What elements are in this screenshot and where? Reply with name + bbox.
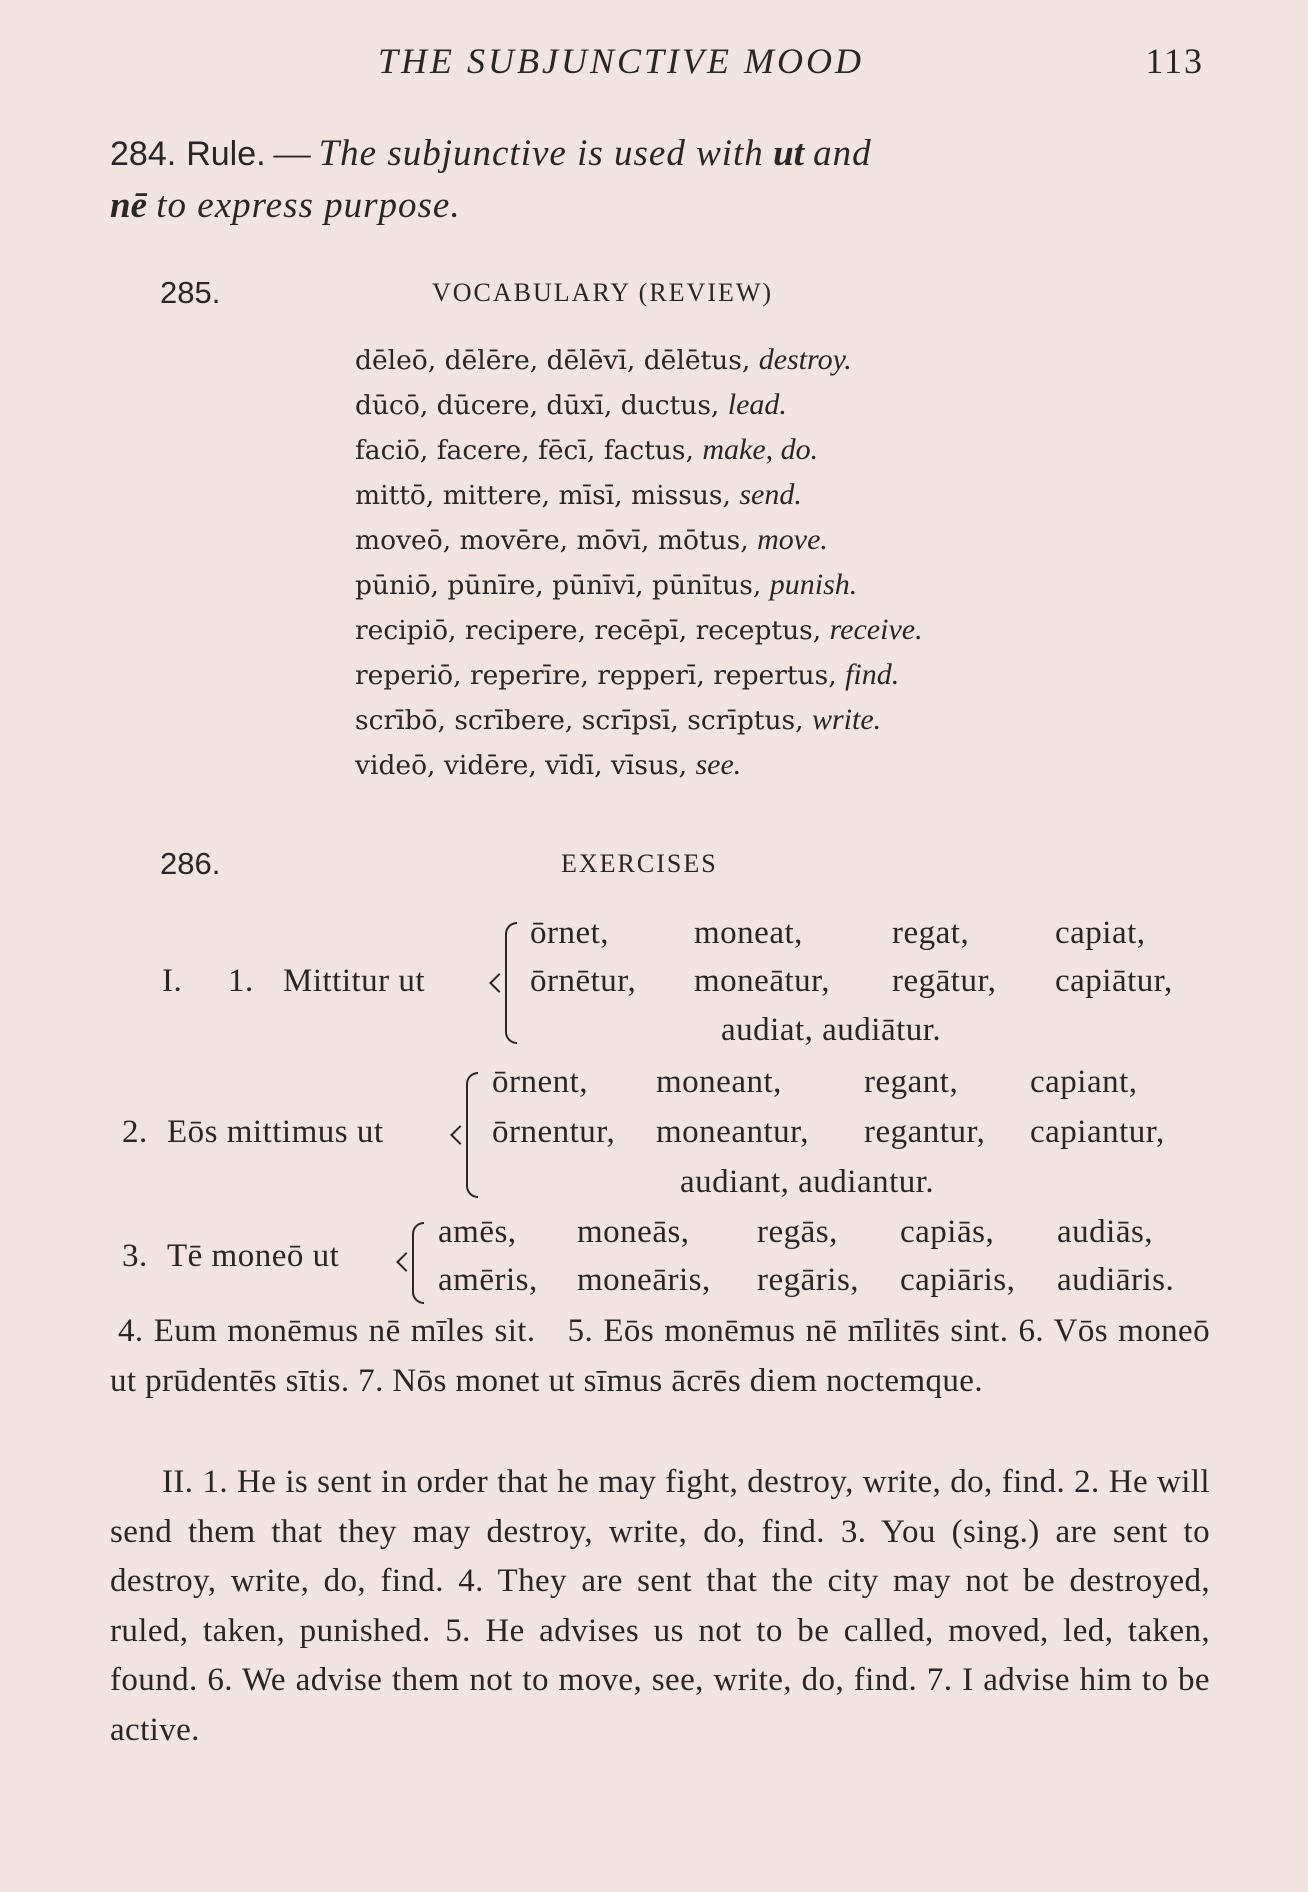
rule-label: Rule. — [186, 135, 266, 173]
form: moneās, — [577, 1214, 690, 1250]
form: ōrnentur, — [492, 1114, 616, 1150]
exercise-lead: Mittitur ut — [283, 963, 426, 999]
sentence: 6. We advise them not to move, see, write, do, find. — [207, 1662, 918, 1698]
form: moneat, — [694, 915, 803, 951]
exercise-lead: Eōs mittimus ut — [167, 1114, 384, 1150]
sentence: 4. They are sent that the city may not be destroyed, ruled, taken, punished. — [110, 1563, 1211, 1649]
running-head-title: THE SUBJUNCTIVE MOOD — [378, 41, 864, 81]
form: amēris, — [438, 1262, 538, 1298]
rule-text-b: and — [813, 133, 872, 174]
form: ōrnet, — [530, 915, 610, 951]
vocab-item: videō, vidēre, vīdī, vīsus, see. — [355, 748, 742, 781]
form: moneantur, — [656, 1114, 810, 1150]
sentence: 6. Vōs moneō ut prūdentēs sītis. — [110, 1313, 1210, 1399]
section-number-285: 285. — [160, 275, 221, 310]
vocab-item: reperiō, reperīre, repperī, repertus, find. — [355, 658, 900, 691]
form: regat, — [892, 915, 970, 951]
form: moneāris, — [577, 1262, 711, 1298]
form: capiātur, — [1055, 963, 1173, 999]
vocab-item: moveō, movēre, mōvī, mōtus, move. — [355, 523, 828, 556]
form: amēs, — [438, 1214, 517, 1250]
form: ōrnent, — [492, 1064, 589, 1100]
rule-ne: nē — [110, 185, 147, 226]
form: capiās, — [900, 1214, 995, 1250]
running-head — [0, 40, 1308, 90]
vocab-item: pūniō, pūnīre, pūnīvī, pūnītus, punish. — [355, 568, 858, 601]
form-row: audiat, audiātur. — [721, 1012, 942, 1048]
rule-text-a: The subjunctive is used with — [318, 133, 764, 174]
form: regant, — [864, 1064, 959, 1100]
vocab-item: faciō, facere, fēcī, factus, make, do. — [355, 433, 819, 466]
rule-ut: ut — [773, 133, 804, 174]
sentence: 4. Eum monēmus nē mīles sit. — [118, 1313, 536, 1349]
rule-text-c: to express purpose. — [156, 185, 461, 226]
page-number: 113 — [1145, 41, 1204, 81]
sentence: 5. Eōs monēmus nē mīlitēs sint. — [567, 1313, 1009, 1349]
rule-284 — [110, 128, 1210, 232]
sentence: II. 1. He is sent in order that he may fight, destroy, write, do, find. — [162, 1464, 1066, 1500]
form: regantur, — [864, 1114, 986, 1150]
vocab-item: dūcō, dūcere, dūxī, ductus, lead. — [355, 388, 787, 421]
form: audiās, — [1057, 1214, 1154, 1250]
vocab-item: recipiō, recipere, recēpī, receptus, receive. — [355, 613, 923, 646]
exercise-number: 3. — [122, 1238, 148, 1274]
form: audiāris. — [1057, 1262, 1175, 1298]
form: ōrnētur, — [530, 963, 637, 999]
form: capiāris, — [900, 1262, 1016, 1298]
vocab-item: dēleō, dēlēre, dēlēvī, dēlētus, destroy. — [355, 343, 852, 376]
vocabulary-title: VOCABULARY (REVIEW) — [432, 278, 774, 307]
section-number-286: 286. — [160, 846, 221, 881]
sentence: 7. Nōs monet ut sīmus ācrēs diem noctemque. — [358, 1362, 984, 1399]
sentence: 5. He advises us not to be called, moved, led, taken, found. — [110, 1612, 1211, 1698]
form: capiant, — [1030, 1064, 1138, 1100]
rule-number: 284. — [110, 135, 177, 173]
rule-dash: — — [273, 133, 311, 174]
vocab-item: mittō, mittere, mīsī, missus, send. — [355, 478, 802, 511]
form-row: audiant, audiantur. — [680, 1164, 935, 1200]
vocabulary-list — [355, 338, 1055, 788]
form: regās, — [757, 1214, 838, 1250]
exercises-title: EXERCISES — [561, 849, 718, 878]
english-sentences — [110, 1458, 1210, 1755]
sentence: 3. You (sing.) are sent to destroy, write, do, find. — [110, 1513, 1210, 1599]
sentence: 2. He will send them that they may destroy, write, do, find. — [110, 1464, 1210, 1550]
form: regāris, — [757, 1262, 860, 1298]
form: capiantur, — [1030, 1114, 1165, 1150]
exercise-roman-numeral: I. — [162, 963, 183, 999]
vocab-item: scrībō, scrībere, scrīpsī, scrīptus, write. — [355, 703, 882, 736]
exercise-lead: Tē moneō ut — [167, 1238, 340, 1274]
exercise-number: 1. — [228, 963, 254, 999]
form: capiat, — [1055, 915, 1146, 951]
form: regātur, — [892, 963, 997, 999]
form: moneātur, — [694, 963, 831, 999]
form: moneant, — [656, 1064, 782, 1100]
latin-sentences — [110, 1307, 1210, 1406]
sentence: 7. I advise him to be active. — [110, 1662, 1210, 1748]
exercise-number: 2. — [122, 1114, 148, 1150]
